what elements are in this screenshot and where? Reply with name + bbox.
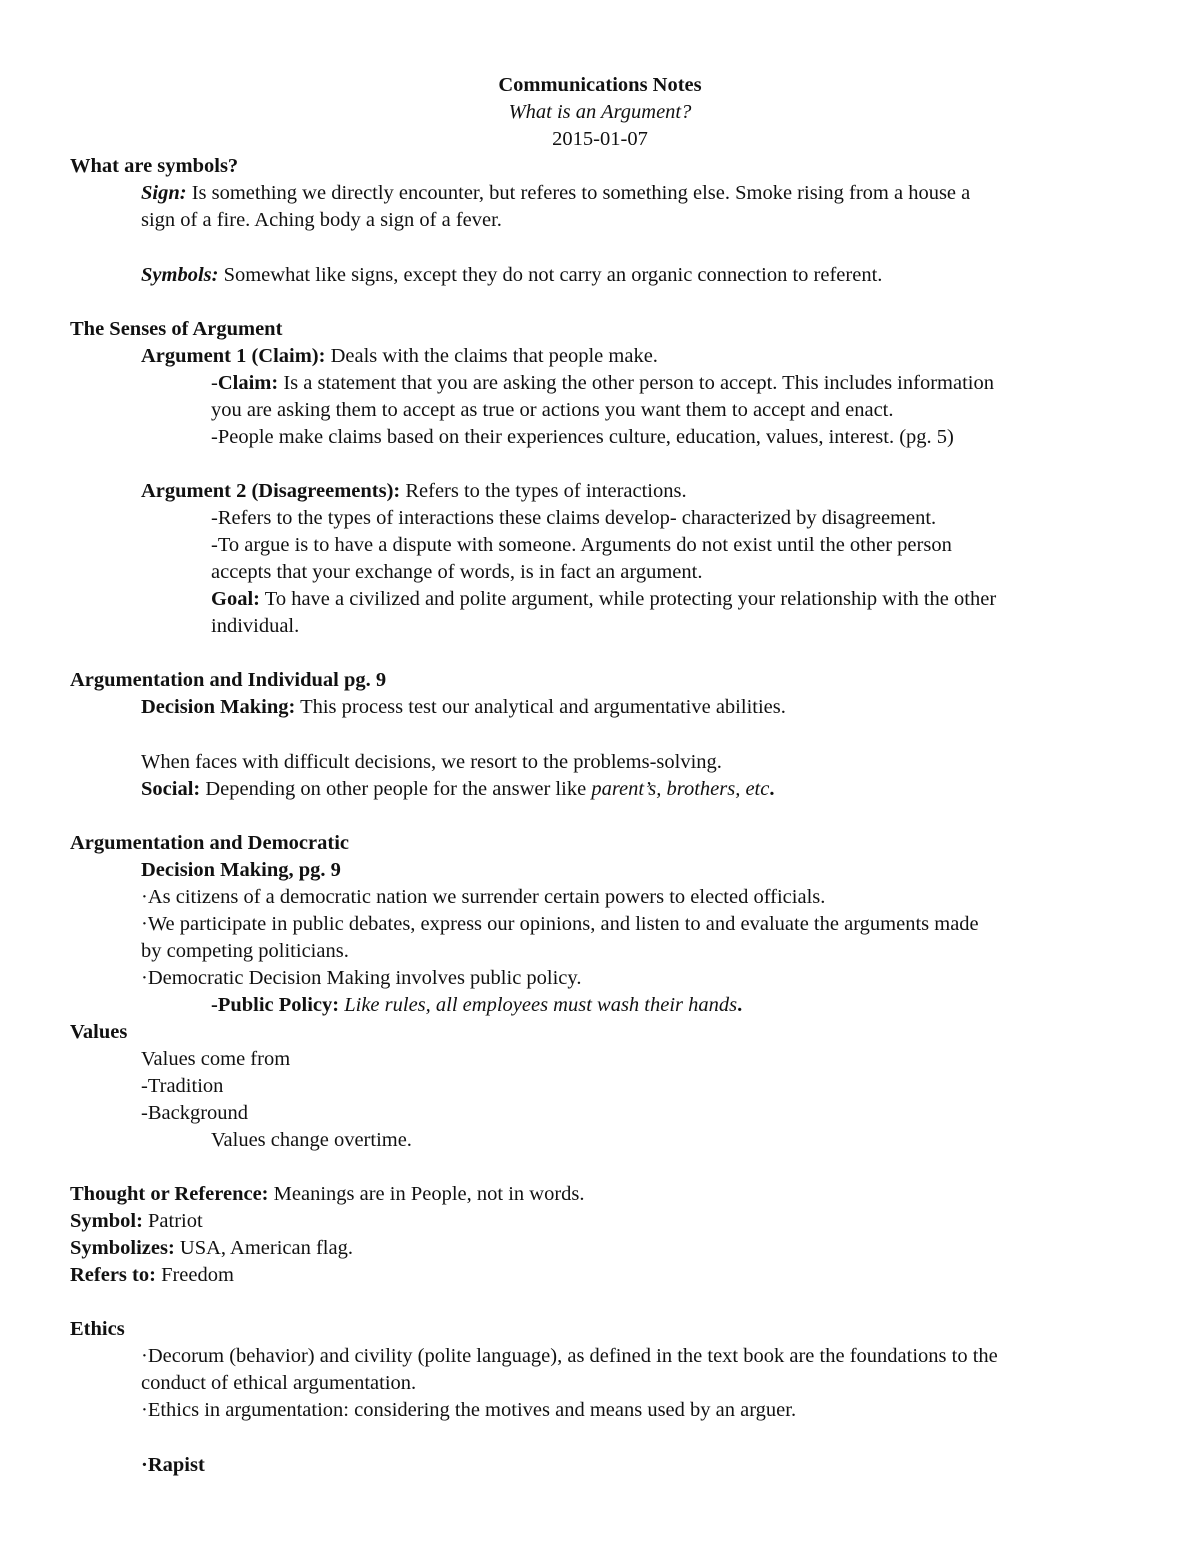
claim-definition	[211, 370, 994, 397]
section-heading-values: Values	[70, 1021, 128, 1043]
social-text: Depending on other people for the answer like	[200, 778, 592, 800]
symbols-text: Somewhat like signs, except they do not carry an organic connection to referent.	[218, 264, 883, 286]
claim-text-continued: you are asking them to accept as true or actions you want them to accept and enact.	[211, 399, 894, 421]
section-heading-individual: Argumentation and Individual pg. 9	[70, 669, 387, 691]
thought-reference	[70, 1181, 585, 1208]
values-line-2: -Tradition	[141, 1075, 224, 1097]
argument-1-label: Argument 1 (Claim):	[141, 345, 326, 367]
claim-text: Is a statement that you are asking the other person to accept. This includes information	[278, 372, 994, 394]
symbolizes-text: USA, American flag.	[174, 1237, 353, 1259]
ethics-rapist: ·Rapist	[141, 1454, 205, 1476]
claim-label: Claim:	[217, 372, 279, 394]
symbols-label: Symbols:	[141, 264, 219, 286]
social-examples: parent’s, brothers, etc	[591, 778, 770, 800]
refers-to-text: Freedom	[155, 1264, 234, 1286]
symbols-definition	[141, 262, 882, 289]
symbol-text: Patriot	[142, 1210, 203, 1232]
symbol-line	[70, 1208, 203, 1235]
argument-1-text: Deals with the claims that people make.	[325, 345, 658, 367]
democratic-point-3: ·Democratic Decision Making involves public policy.	[141, 967, 582, 989]
decision-making	[141, 694, 786, 721]
democratic-point-1: ·As citizens of a democratic nation we surrender certain powers to elected officials.	[141, 886, 826, 908]
ethics-point-1-continued: conduct of ethical argumentation.	[141, 1372, 417, 1394]
document-date: 2015-01-07	[552, 128, 648, 150]
public-policy-label: -Public Policy:	[211, 994, 340, 1016]
decision-making-label: Decision Making:	[141, 696, 296, 718]
social-end: .	[769, 778, 775, 800]
sign-label: Sign:	[141, 182, 187, 204]
argument-2	[141, 478, 687, 505]
thought-reference-text: Meanings are in People, not in words.	[268, 1183, 585, 1205]
document-subtitle: What is an Argument?	[508, 101, 692, 123]
ethics-point-2: ·Ethics in argumentation: considering the motives and means used by an arguer.	[141, 1399, 797, 1421]
symbol-label: Symbol:	[70, 1210, 143, 1232]
goal-text: To have a civilized and polite argument, while protecting your relationship with the other	[259, 588, 997, 610]
section-heading-senses: The Senses of Argument	[70, 318, 283, 340]
social-label: Social:	[141, 778, 201, 800]
argument-1	[141, 343, 658, 370]
document-title: Communications Notes	[498, 74, 702, 96]
section-heading-ethics: Ethics	[70, 1318, 125, 1340]
decision-making-text: This process test our analytical and argumentative abilities.	[295, 696, 786, 718]
public-policy-end: .	[737, 994, 743, 1016]
sign-definition	[141, 180, 970, 207]
democratic-point-2: ·We participate in public debates, express our opinions, and listen to and evaluate the arguments made	[141, 913, 979, 935]
democratic-point-2-continued: by competing politicians.	[141, 940, 349, 962]
values-line-3: -Background	[141, 1102, 249, 1124]
goal-definition	[211, 586, 996, 613]
claim-prefix: -	[211, 372, 218, 394]
ethics-point-1: ·Decorum (behavior) and civility (polite language), as defined in the text book are the foundations to the	[141, 1345, 998, 1367]
argument-2-text: Refers to the types of interactions.	[400, 480, 687, 502]
refers-to-line	[70, 1262, 234, 1289]
section-heading-democratic: Argumentation and Democratic	[70, 832, 349, 854]
social-definition	[141, 776, 774, 803]
goal-text-continued: individual.	[211, 615, 300, 637]
claim-basis: -People make claims based on their experiences culture, education, values, interest. (pg. 5)	[211, 426, 954, 448]
symbolizes-label: Symbolizes:	[70, 1237, 175, 1259]
values-line-4: Values change overtime.	[211, 1129, 412, 1151]
thought-reference-label: Thought or Reference:	[70, 1183, 269, 1205]
goal-label: Goal:	[211, 588, 260, 610]
public-policy-text: Like rules, all employees must wash their hands	[339, 994, 738, 1016]
difficult-decisions-line: When faces with difficult decisions, we resort to the problems-solving.	[141, 751, 722, 773]
public-policy-definition	[211, 992, 742, 1019]
democratic-subheading: Decision Making, pg. 9	[141, 859, 341, 881]
section-heading-symbols: What are symbols?	[70, 155, 239, 177]
symbolizes-line	[70, 1235, 353, 1262]
values-line-1: Values come from	[141, 1048, 291, 1070]
argument-2-label: Argument 2 (Disagreements):	[141, 480, 401, 502]
argument-2-point-2-continued: accepts that your exchange of words, is in fact an argument.	[211, 561, 703, 583]
argument-2-point-1: -Refers to the types of interactions these claims develop- characterized by disagreement.	[211, 507, 937, 529]
sign-text-continued: sign of a fire. Aching body a sign of a fever.	[141, 209, 502, 231]
argument-2-point-2: -To argue is to have a dispute with someone. Arguments do not exist until the other person	[211, 534, 952, 556]
sign-text: Is something we directly encounter, but referes to something else. Smoke rising from a house a	[186, 182, 971, 204]
refers-to-label: Refers to:	[70, 1264, 156, 1286]
